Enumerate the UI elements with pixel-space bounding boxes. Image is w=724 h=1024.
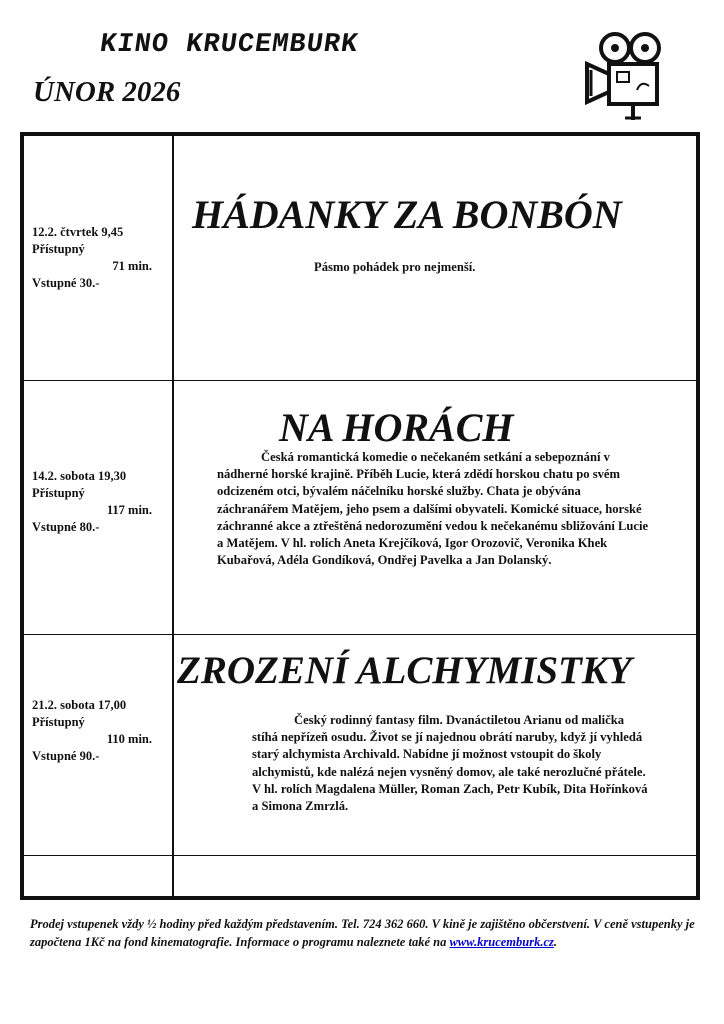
program-table <box>20 132 700 900</box>
screening-rating: Přístupný <box>32 715 85 729</box>
screening-price: Vstupné 80.- <box>32 520 100 534</box>
screening-length: 110 min. <box>106 732 152 746</box>
screening-date: 12.2. čtvrtek 9,45 <box>32 225 124 239</box>
website-link[interactable]: www.krucemburk.cz <box>449 934 554 949</box>
screening-info <box>32 697 162 765</box>
column-divider <box>172 136 174 896</box>
film-camera-icon <box>583 30 673 125</box>
footer-end: . <box>553 934 557 949</box>
row-divider <box>24 380 696 381</box>
screening-info <box>32 468 162 536</box>
month-title: ÚNOR 2026 <box>33 76 181 108</box>
movie-title: ZROZENÍ ALCHYMISTKY <box>177 649 632 692</box>
movie-description: Český rodinný fantasy film. Dvanáctiletou Arianu od malička stíhá nepřízeň osudu. Život se jí najednou obrátí naruby, když jí vyhledá starý alchymista Archivald. Nabídne jí možnost vstoupit do školy alchymistů, kde nalézá nejen vysněný domov, ale také nerozlučné přátele. V hl. rolích Magdalena Müller, Roman Zach, Petr Kubík, Dita Hořínková a Simona Zmrzlá. <box>252 713 648 814</box>
screening-length: 71 min. <box>112 259 152 273</box>
footer-text: Prodej vstupenek vždy ½ hodiny před každým představením. Tel. 724 362 660. V kině je zajištěno občerstvení. V ceně vstupenky je započtena 1Kč na fond kinematografie. Informace o programu naleznete také na <box>30 917 695 949</box>
footer-info <box>30 916 700 951</box>
row-divider <box>24 855 696 856</box>
movie-description: Česká romantická komedie o nečekaném setkání a sebepoznání v nádherné horské krajině. Příběh Lucie, která zdědí horskou chatu po svém odcizeném otci, bývalém náčelníku horské služby. Chata je obývána záchranářem Matějem, jeho psem a dalšími obyvateli. Komické situace, horské záchranné akce a ztřeštěná nedorozumění vedou k nečekanému sbližování Lucie a Matějem. V hl. rolích Aneta Krejčíková, Igor Orozovič, Veronika Khek Kubařová, Adéla Gondíková, Ondřej Pavelka a Jan Dolanský. <box>217 450 649 568</box>
screening-price: Vstupné 90.- <box>32 749 100 763</box>
screening-rating: Přístupný <box>32 486 85 500</box>
cinema-title: KINO KRUCEMBURK <box>97 30 361 60</box>
screening-rating: Přístupný <box>32 242 85 256</box>
movie-title: NA HORÁCH <box>279 405 514 450</box>
screening-date: 21.2. sobota 17,00 <box>32 698 127 712</box>
screening-date: 14.2. sobota 19,30 <box>32 469 127 483</box>
row-divider <box>24 634 696 635</box>
screening-length: 117 min. <box>106 503 152 517</box>
screening-price: Vstupné 30.- <box>32 276 100 290</box>
screening-info <box>32 224 162 292</box>
movie-description: Pásmo pohádek pro nejmenší. <box>314 260 476 274</box>
movie-title: HÁDANKY ZA BONBÓN <box>192 192 622 237</box>
